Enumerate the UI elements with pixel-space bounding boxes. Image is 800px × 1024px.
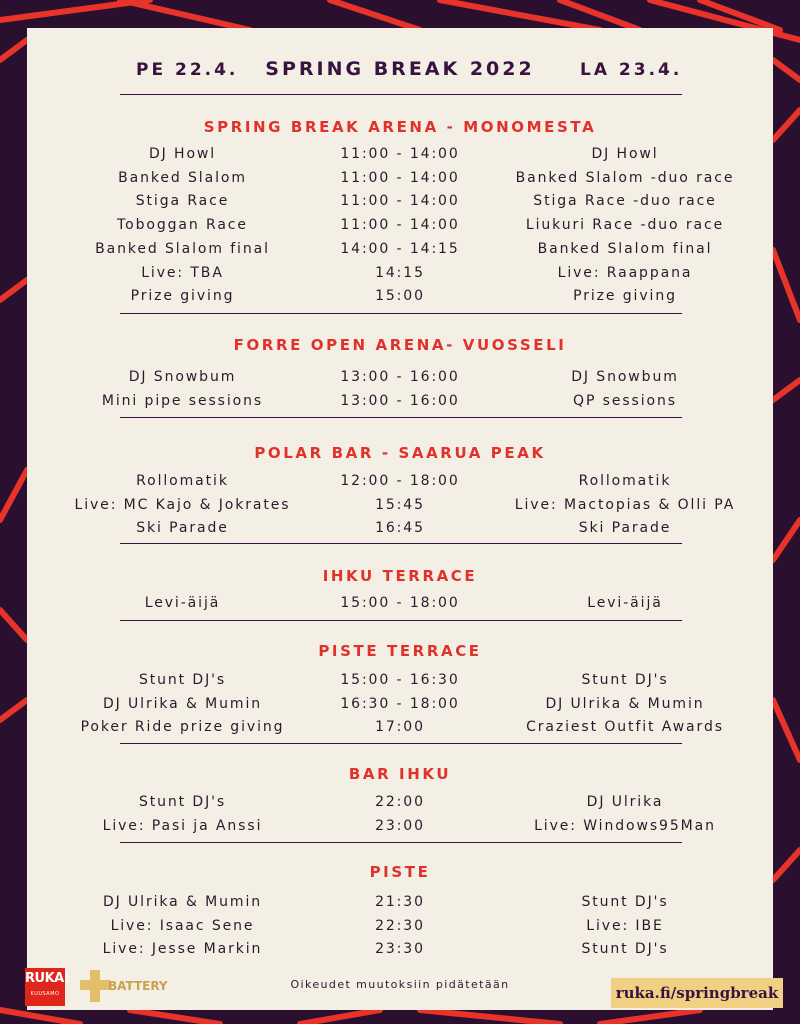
time-slot: 15:45 [375, 496, 425, 513]
saturday-event: QP sessions [573, 392, 677, 409]
saturday-event: Stunt DJ's [581, 894, 669, 910]
saturday-event: Live: Raappana [557, 264, 693, 281]
schedule-row [0, 473, 800, 495]
friday-date: PE 22.4. [136, 60, 239, 80]
schedule-row [0, 794, 800, 816]
saturday-event: Craziest Outfit Awards [526, 719, 724, 736]
friday-event: Banked Slalom [118, 169, 247, 186]
disclaimer-note: Oikeudet muutoksiin pidätetään [290, 978, 510, 991]
time-slot: 11:00 - 14:00 [340, 193, 460, 210]
ruka-logo-text: RUKA! [25, 971, 70, 986]
schedule-row [0, 595, 800, 617]
saturday-event: Stunt DJ's [581, 941, 669, 958]
saturday-event: Stunt DJ's [581, 672, 669, 688]
saturday-date: LA 23.4. [580, 60, 683, 80]
friday-event: DJ Ulrika & Mumin [102, 894, 263, 910]
time-slot: 22:00 [375, 794, 425, 810]
time-slot: 16:30 - 18:00 [340, 695, 460, 712]
section-title: FORRE OPEN ARENA- VUOSSELI [233, 336, 567, 354]
section-divider [120, 313, 682, 314]
friday-event: Live: Jesse Markin [102, 941, 263, 958]
page-title: SPRING BREAK 2022 [265, 58, 535, 80]
friday-event: Ski Parade [136, 520, 229, 537]
friday-event: Live: Isaac Sene [110, 917, 255, 934]
schedule-row [0, 241, 800, 263]
section-title: BAR IHKU [348, 765, 452, 783]
saturday-event: Ski Parade [578, 520, 672, 537]
time-slot: 12:00 - 18:00 [340, 473, 460, 489]
time-slot: 22:30 [375, 917, 425, 934]
header-divider [120, 94, 682, 95]
friday-event: Toboggan Race [117, 217, 248, 234]
schedule-row [0, 520, 800, 542]
saturday-event: Banked Slalom final [537, 240, 713, 257]
schedule-row [0, 265, 800, 287]
time-slot: 21:30 [375, 894, 425, 910]
time-slot: 15:00 - 18:00 [340, 595, 460, 611]
friday-event: Mini pipe sessions [101, 392, 264, 409]
friday-event: DJ Ulrika & Mumin [102, 695, 263, 712]
website-link[interactable]: ruka.fi/springbreak [611, 978, 783, 1008]
battery-logo-text: BATTERY [108, 979, 168, 993]
saturday-event: DJ Ulrika & Mumin [545, 695, 705, 712]
schedule-row [0, 941, 800, 963]
section-divider [120, 543, 682, 544]
time-slot: 16:45 [375, 520, 425, 537]
time-slot: 15:00 - 16:30 [340, 672, 460, 688]
schedule-row [0, 146, 800, 168]
saturday-event: Rollomatik [578, 473, 672, 489]
ruka-logo-subtext: KUUSAMO [30, 991, 60, 997]
schedule-row [0, 696, 800, 718]
time-slot: 23:00 [375, 817, 425, 834]
schedule-row [0, 672, 800, 694]
schedule-row [0, 918, 800, 940]
section-divider [120, 842, 682, 843]
time-slot: 14:15 [375, 264, 425, 281]
saturday-event: Prize giving [573, 288, 677, 305]
schedule-row [0, 369, 800, 391]
schedule-row [0, 393, 800, 415]
saturday-event: Live: Mactopias & Olli PA [514, 496, 736, 513]
section-title: SPRING BREAK ARENA - MONOMESTA [203, 118, 597, 136]
friday-event: Poker Ride prize giving [80, 719, 285, 736]
time-slot: 11:00 - 14:00 [340, 169, 460, 186]
time-slot: 11:00 - 14:00 [340, 146, 460, 162]
time-slot: 13:00 - 16:00 [340, 369, 460, 385]
friday-event: Live: MC Kajo & Jokrates [74, 496, 291, 513]
section-title: PISTE [369, 863, 431, 881]
friday-event: Stunt DJ's [138, 794, 227, 810]
friday-event: Prize giving [130, 288, 235, 305]
schedule-row [0, 497, 800, 519]
time-slot: 13:00 - 16:00 [340, 392, 460, 409]
saturday-event: DJ Ulrika [586, 794, 664, 810]
saturday-event: Levi-äijä [587, 595, 663, 611]
friday-event: Stiga Race [135, 193, 230, 210]
section-title: IHKU TERRACE [322, 567, 478, 585]
time-slot: 23:30 [375, 941, 425, 958]
section-divider [120, 743, 682, 744]
time-slot: 15:00 [375, 288, 425, 305]
saturday-event: Liukuri Race -duo race [525, 217, 725, 234]
friday-event: DJ Howl [148, 146, 217, 162]
section-title: POLAR BAR - SAARUA PEAK [254, 444, 546, 462]
schedule-row [0, 193, 800, 215]
saturday-event: DJ Howl [591, 146, 659, 162]
schedule-row [0, 170, 800, 192]
friday-event: Live: TBA [141, 264, 224, 281]
section-divider [120, 620, 682, 621]
saturday-event: Stiga Race -duo race [533, 193, 717, 210]
saturday-event: Banked Slalom -duo race [515, 169, 735, 186]
saturday-event: DJ Snowbum [571, 369, 679, 385]
section-divider [120, 417, 682, 418]
friday-event: Rollomatik [136, 473, 229, 489]
section-title: PISTE TERRACE [318, 642, 482, 660]
friday-event: Banked Slalom final [95, 240, 270, 257]
friday-event: Stunt DJ's [138, 672, 227, 688]
time-slot: 11:00 - 14:00 [340, 217, 460, 234]
time-slot: 14:00 - 14:15 [340, 240, 460, 257]
friday-event: Levi-äijä [144, 595, 221, 611]
friday-event: DJ Snowbum [128, 369, 237, 385]
schedule-row [0, 818, 800, 840]
schedule-row [0, 217, 800, 239]
saturday-event: Live: Windows95Man [534, 817, 716, 834]
schedule-row [0, 288, 800, 310]
friday-event: Live: Pasi ja Anssi [102, 817, 263, 834]
schedule-row [0, 894, 800, 916]
time-slot: 17:00 [375, 719, 425, 736]
schedule-row [0, 719, 800, 741]
saturday-event: Live: IBE [586, 917, 664, 934]
